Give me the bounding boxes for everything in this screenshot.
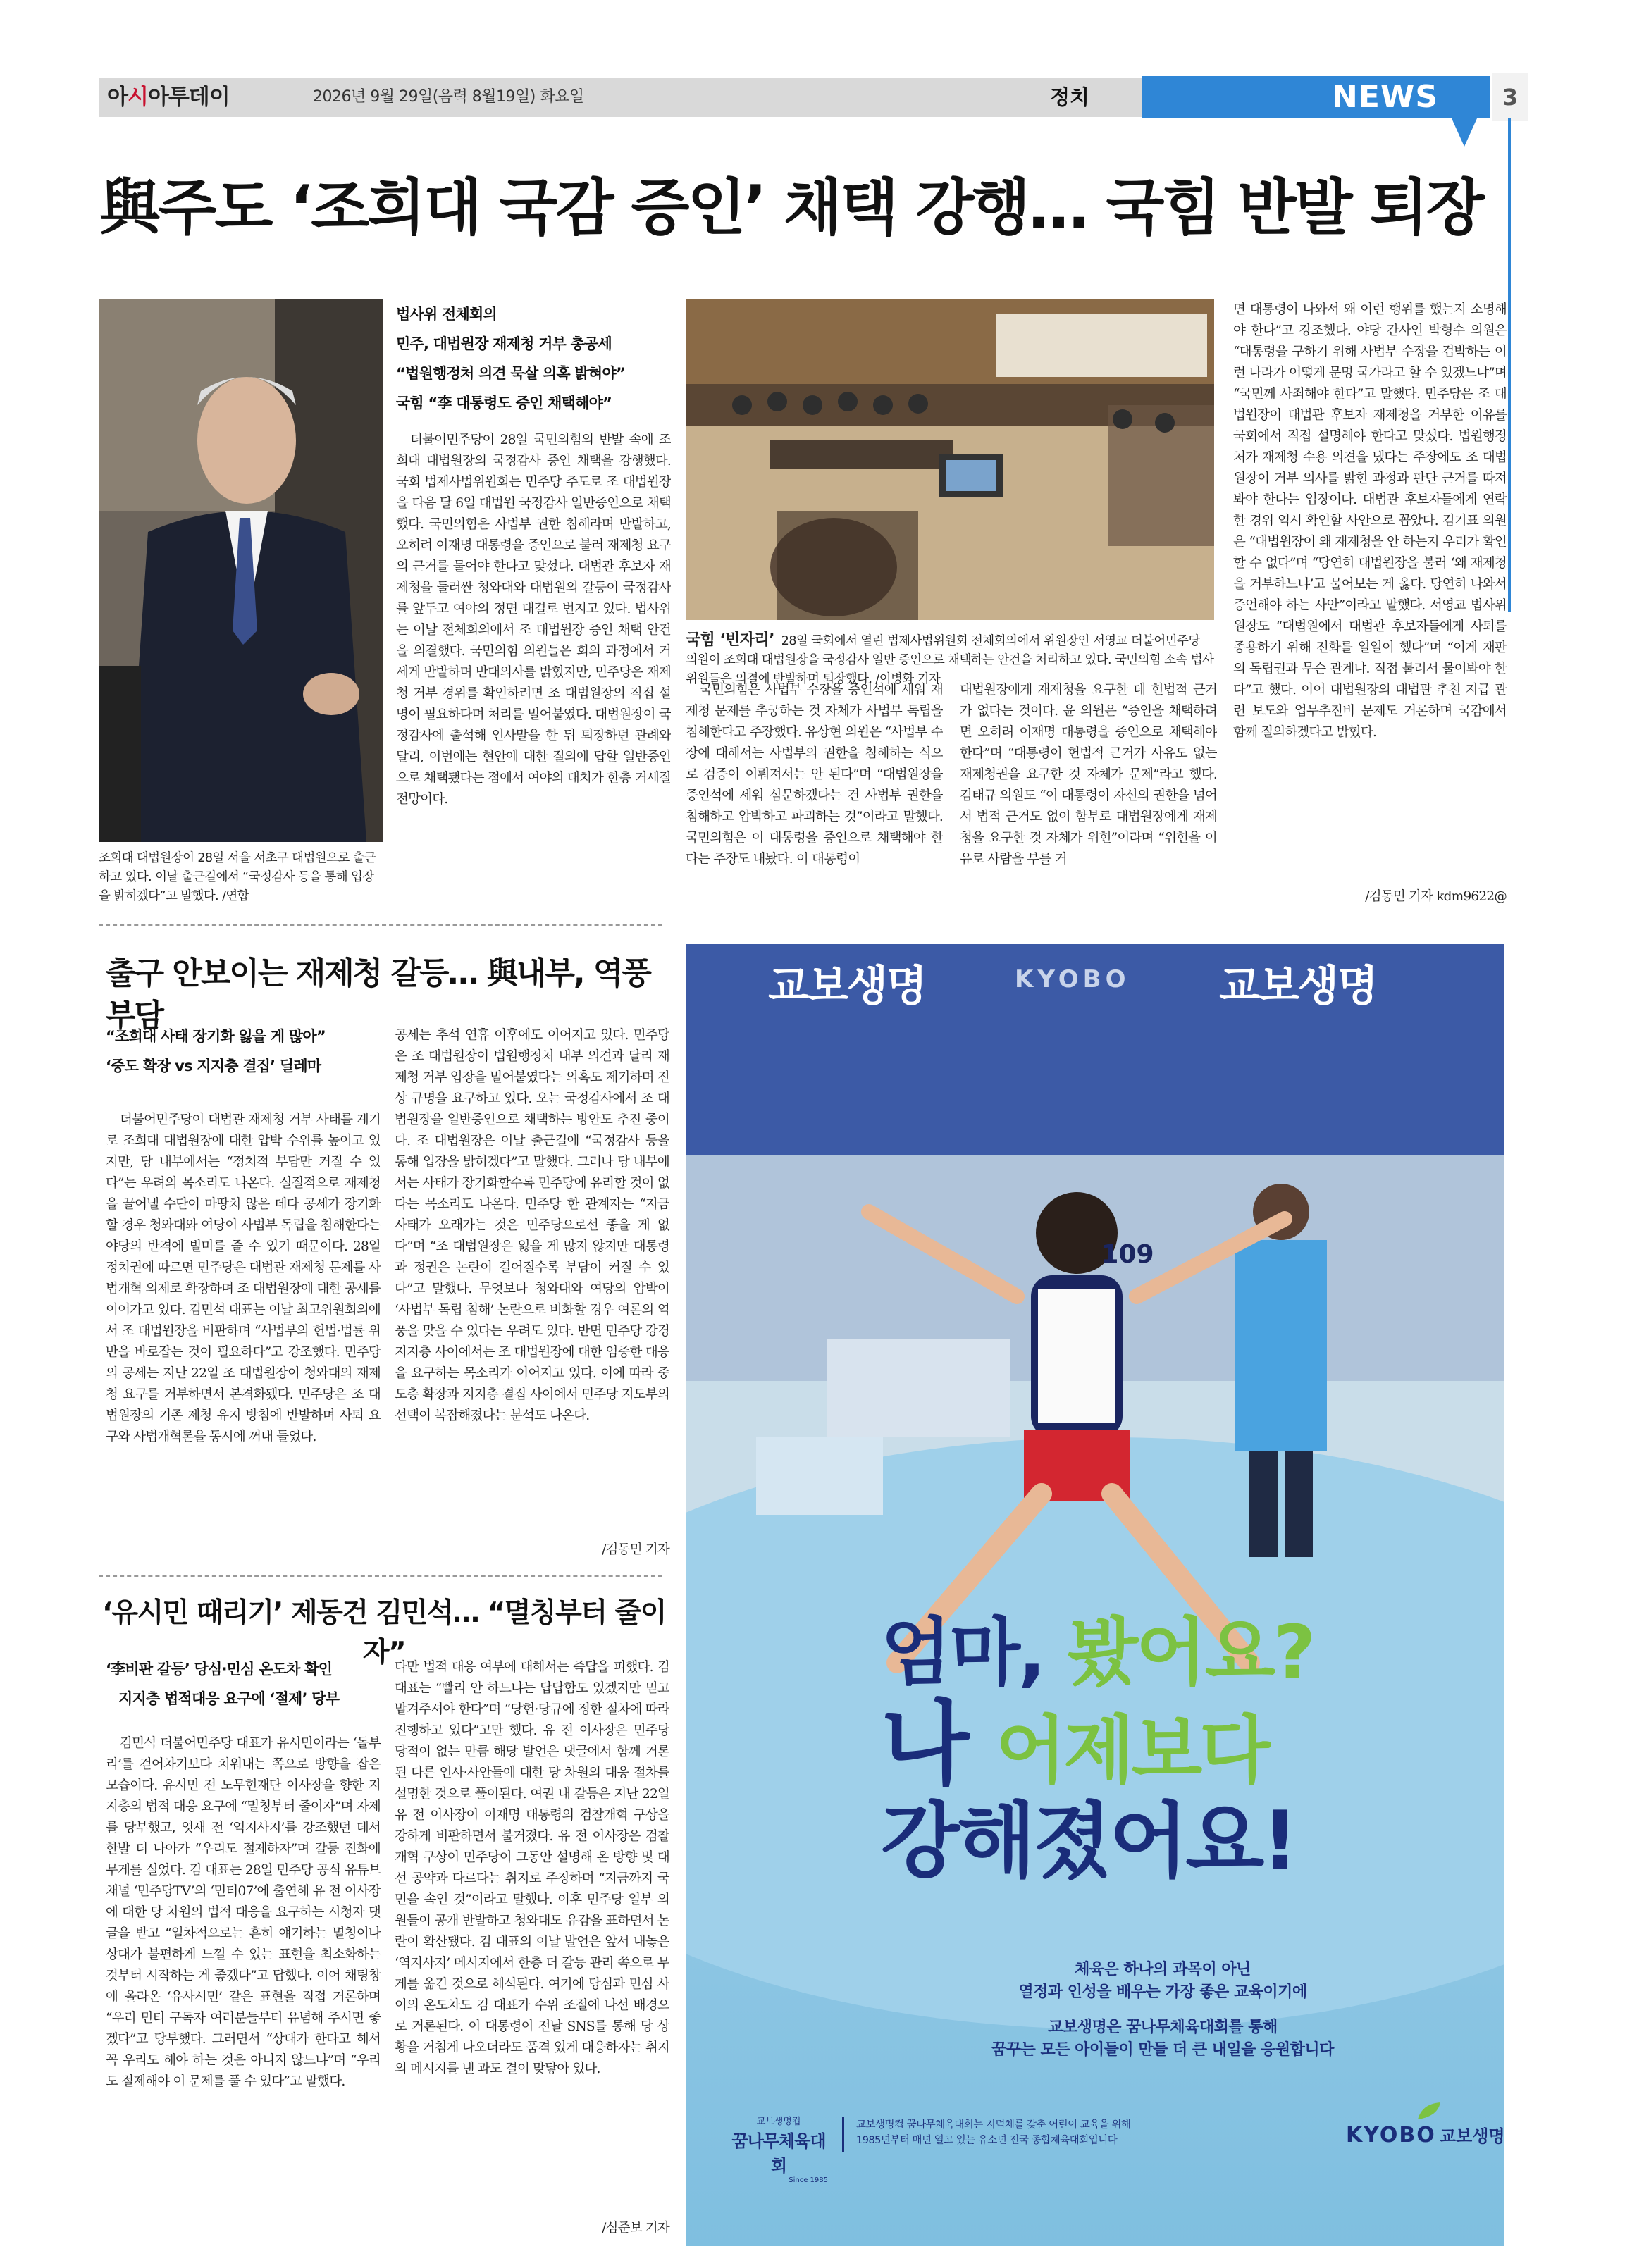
photo-chief-justice (99, 299, 383, 842)
article2-byline: /김동민 기자 (602, 1542, 669, 1557)
ad-brand-logo[interactable]: KYOBO 교보생명 (1346, 2123, 1505, 2148)
subhead: “법원행정처 의견 묵살 의혹 밝혀야” (396, 365, 625, 382)
ad-banner-text: 교보생명 (768, 962, 926, 1011)
subhead: 지지층 법적대응 요구에 ‘절제’ 당부 (118, 1690, 340, 1707)
issue-date: 2026년 9월 29일(음력 8월19일) 화요일 (313, 88, 584, 106)
photo2-credit: /이병화 기자 (875, 672, 941, 686)
article1-column-4: 면 대통령이 나와서 왜 이런 행위를 했는지 소명해야 한다”고 강조했다. 야당 간사인 박형수 의원은 “대통령을 구하기 위해 사법부 수장을 겁박하는 이런 나라가 어떻게 문명 국가라고 할 수 있겠느냐”며 “국민께 사죄해야 한다”고 말했다. 민주당은 조 대법원장이 대법관 후보자 재제청을 거부한 이유를 국회에서 직접 설명해야 한다고 맞섰다. 법원행정처가 재제청 수용 의견을 냈다는 주장에도 조 대법원장이 거부 의사를 밝힌 과정과 판단 근거를 따져봐야 한다는 입장이다. 대법관 후보자들에게 연락한 경위 역시 확인할 사안으로 꼽았다. 김기표 의원은 “대법원장이 왜 재제청을 안 하는지 우리가 확인할 수 없다”며 “당연히 대법원장을 불러 ‘왜 재제청을 거부하느냐’고 물어보는 게 옳다. 당연히 나와서 증언해야 하는 사안”이라고 말했다. 서영교 법사위원장도 “대법원에서 대법관 후보자들에게 사퇴를 종용하기 위해 전화를 일일이 했다”며 “이게 재판의 독립권과 무슨 관계냐. 직접 불러서 물어봐야 한다”고 했다. 이어 대법원장의 대법관 추천 지급 관련 보도와 업무추진비 문제도 거론하며 국감에서 함께 질의하겠다고 밝혔다. (1233, 302, 1507, 740)
subhead: 민주, 대법원장 재제청 거부 총공세 (396, 335, 612, 352)
newspaper-logo[interactable]: 아시아투데이 (107, 85, 230, 110)
article3-column-2: 다만 법적 대응 여부에 대해서는 즉답을 피했다. 김 대표는 “빨리 안 하느냐는 답답함도 있겠지만 믿고 맡겨주셔야 한다”며 “당헌·당규에 정한 절차에 따라 진행하고 있다”고만 했다. 유 전 이사장은 민주당 당적이 없는 만큼 해당 발언은 댓글에서 함께 거론된 다른 인사·사안들에 대한 당 차원의 대응 절차를 설명한 것으로 풀이된다. 여권 내 갈등은 지난 22일 유 전 이사장이 이재명 대통령의 검찰개혁 구상을 강하게 비판하면서 불거졌다. 유 전 이사장은 검찰개혁 구상이 민주당이 그동안 설명해 온 방향 및 대선 공약과 다르다는 취지로 주장하며 “지금까지 국민을 속인 것”이라고 말했다. 이후 민주당 일부 의원들이 공개 반발하고 청와대도 유감을 표하면서 논란이 확산됐다. 김 대표의 이날 발언은 앞서 내놓은 ‘역지사지’ 메시지에서 한층 더 갈등 관리 쪽으로 무게를 옮긴 것으로 해석된다. 여기에 당심과 민심 사이의 온도차도 김 대표가 수위 조절에 나선 배경으로 거론된다. 이 대통령이 전날 SNS를 통해 당 상황을 거침게 나오더라도 품격 있게 대응하자는 취지의 메시지를 낸 과도 결이 맞닿아 있다. (395, 1660, 669, 2076)
article2-subheads (106, 1022, 388, 1081)
photo-committee-room (686, 299, 1214, 620)
subhead: ‘중도 확장 vs 지지층 결집’ 딜레마 (106, 1058, 321, 1074)
article2-column-2: 공세는 추석 연휴 이후에도 이어지고 있다. 민주당은 조 대법원장이 법원행정처 내부 의견과 달리 재제청 거부 입장을 밀어붙였다는 의혹도 제기하며 진상 규명을 요구하고 있다. 오는 국정감사에서 조 대법원장을 일반증인으로 채택하는 방안도 추진 중이다. 조 대법원장은 이날 출근길에 “국정감사 등을 통해 입장을 밝히겠다”고 말했다. 그러나 당 내부에서는 사태가 장기화할수록 민주당에 유리할 것이 없다는 목소리도 나온다. 민주당 한 관계자는 “지금 사태가 오래가는 것은 민주당으로선 좋을 게 없다”며 “조 대법원장은 잃을 게 많지 않지만 대통령과 정권은 논란이 길어질수록 부담이 커질 수 있다”고 말했다. 무엇보다 청와대와 여당의 압박이 ‘사법부 독립 침해’ 논란으로 비화할 경우 여론의 역풍을 맞을 수 있다는 우려도 있다. 반면 민주당 강경 지지층 사이에서는 조 대법원장에 대한 엄중한 대응을 요구하는 목소리가 이어지고 있다. 이에 따라 중도층 확장과 지지층 결집 사이에서 민주당 지도부의 선택이 복잡해졌다는 분석도 나온다. (395, 1028, 669, 1423)
banner-notch (1452, 118, 1477, 147)
bib-number: 109 (1101, 1240, 1154, 1269)
article2-headline[interactable]: 출구 안보이는 재제청 갈등… 與내부, 역풍 부담 (106, 955, 650, 1034)
article1-column-2: 국민의힘은 사법부 수장을 증인석에 세워 재제청 문제를 추궁하는 것 자체가 사법부 독립을 침해한다고 주장했다. 유상현 의원은 “사법부 수장에 대해서는 사법부의 권한을 침해하는 식으로 검증이 이뤄져서는 안 된다”며 “대법원장을 증인석에 세워 심문하겠다는 건 사법부 권한을 침해하고 압박하고 파괴하는 것”이라고 말했다. 국민의힘은 이 대통령을 증인으로 채택해야 한다는 주장도 내놨다. 이 대통령이 (686, 683, 943, 867)
main-headline[interactable]: 與주도 ‘조희대 국감 증인’ 채택 강행… 국힘 반발 퇴장 (99, 173, 1483, 243)
ad-footer-divider (842, 2117, 844, 2152)
ad-banner-text: 교보생명 (1219, 962, 1377, 1011)
article3-column-1: 김민석 더불어민주당 대표가 유시민이라는 ‘돌부리’를 걷어차기보다 치워내는 쪽으로 방향을 잡은 모습이다. 유시민 전 노무현재단 이사장을 향한 지지층의 법적 대응 요구에 “멸칭부터 줄이자”며 자제를 당부했고, 엿새 전 ‘역지사지’를 강조했던 데서 한발 더 나아가 “우리도 절제하자”며 갈등 진화에 무게를 실었다. 김 대표는 28일 민주당 공식 유튜브 채널 ‘민주당TV’의 ‘민티07’에 출연해 유 전 이사장에 대한 당 차원의 법적 대응을 요구하는 시청자 댓글을 받고 “일차적으로는 흔히 얘기하는 멸칭이나 상대가 불편하게 느낄 수 있는 표현을 최소화하는 것부터 시작하는 게 좋겠다”고 답했다. 이어 채팅창에 올라온 ‘유사시민’ 같은 표현을 직접 거론하며 “우리 민티 구독자 여러분들부터 유념해 주시면 좋겠다”고 당부했다. 그러면서 “상대가 한다고 해서 꼭 우리도 해야 하는 것은 아니지 않느냐”며 “우리도 절제해야 이 문제를 풀 수 있다”고 말했다. (106, 1736, 381, 2089)
subhead: ‘李비판 갈등’ 당심·민심 온도차 확인 (106, 1661, 333, 1678)
article2-column-1: 더불어민주당이 대법관 재제청 거부 사태를 계기로 조희대 대법원장에 대한 압박 수위를 높이고 있지만, 당 내부에서는 “정치적 부담만 커질 수 있다”는 우려의 목소리도 나온다. 실질적으로 재제청을 끌어낼 수단이 마땅치 않은 데다 공세가 장기화할 경우 청와대와 여당이 사법부 독립을 침해한다는 야당의 반격에 빌미를 줄 수 있기 때문이다. 28일 정치권에 따르면 민주당은 대법관 재제청 문제를 사법개혁 의제로 확장하며 조 대법원장에 대한 공세를 이어가고 있다. 김민석 대표는 이날 최고위원회의에서 조 대법원장을 비판하며 “사법부의 헌법·법률 위반을 바로잡는 것이 필요하다”고 강조했다. 민주당의 공세는 지난 22일 조 대법원장이 청와대의 재제청 요구를 거부하면서 본격화됐다. 민주당은 조 대법원장의 기존 제청 유지 방침에 반발하며 사퇴 요구와 사법개혁론을 동시에 꺼내 들었다. (106, 1113, 381, 1444)
photo2-label: 국힘 ‘빈자리’ (686, 631, 774, 649)
section-rule (1508, 118, 1511, 612)
article1-subheads (396, 299, 671, 418)
page-number: 3 (1492, 73, 1528, 121)
photo2-caption: 28일 국회에서 열린 법제사법위원회 전체회의에서 위원장인 서영교 더불어민주당 의원이 조희대 대법원장을 국정감사 일반 증인으로 채택하는 안건을 처리하고 있다. 국민의힘 소속 법사위원들은 의결에 반발하며 퇴장했다. (686, 634, 1214, 686)
ad-copy: 체육은 하나의 과목이 아닌 열정과 인성을 배우는 가장 좋은 교육이기에 교보생명은 꿈나무체육대회를 통해 꿈꾸는 모든 아이들이 만들 더 큰 내일을 응원합니다 (991, 1961, 1334, 2059)
divider (99, 1575, 662, 1577)
article3-subheads (106, 1654, 388, 1714)
section-name: 정치 (1050, 85, 1090, 109)
article1-column-1: 더불어민주당이 28일 국민의힘의 반발 속에 조희대 대법원장의 국정감사 증인 채택을 강행했다. 국회 법제사법위원회는 민주당 주도로 조 대법원장을 다음 달 6일 대법원 국정감사 일반증인으로 채택했다. 국민의힘은 사법부 권한 침해라며 반발하고, 오히려 이재명 대통령을 증인으로 불러 재제청 요구의 근거를 물어야 한다고 맞섰다. 대법관 후보자 재제청을 둘러싼 청와대와 대법원의 갈등이 국정감사를 앞두고 여야의 정면 대결로 번지고 있다. 법사위는 이날 전체회의에서 조 대법원장 증인 채택 안건을 의결했다. 국민의힘 의원들은 회의 과정에서 거세게 반발하며 반대의사를 밝혔지만, 민주당은 재제청 거부 경위를 확인하려면 조 대법원장의 직접 설명이 필요하다며 처리를 밀어붙였다. 대법원장이 국정감사에 출석해 인사말을 한 뒤 퇴장하던 관례와 달리, 이번에는 현안에 대한 질의에 답할 일반증인으로 채택됐다는 점에서 여야의 대치가 한층 거세질 전망이다. (396, 433, 671, 807)
article1-column-3: 대법원장에게 재제청을 요구한 데 헌법적 근거가 없다는 것이다. 윤 의원은 “증인을 채택하려면 오히려 이재명 대통령을 증인으로 채택해야 한다”며 “대통령이 헌법적 근거가 사유도 없는 재제청권을 요구한 것 자체가 문제”라고 했다. 김태규 의원도 “이 대통령이 자신의 권한을 넘어서 법적 근거도 없이 함부로 대법원장에게 재제청을 요구한 것 자체가 위헌”이라며 “위헌을 이유로 사람을 부를 거 (960, 683, 1217, 867)
subhead: “조희대 사태 장기화 잃을 게 많아” (106, 1028, 326, 1045)
ad-headline: 엄마, 봤어요? 나 어제보다 강해졌어요! (881, 1609, 1314, 1889)
subhead: 국힘 “李 대통령도 증인 채택해야” (396, 395, 612, 411)
leaf-logo-icon (1416, 2100, 1445, 2121)
divider (99, 924, 662, 926)
kicker: 법사위 전체회의 (396, 306, 497, 323)
ad-event-logo: 교보생명컵 꿈나무체육대회 Since 1985 (731, 2117, 828, 2184)
article3-headline[interactable]: ‘유시민 때리기’ 제동건 김민석… “멸칭부터 줄이자” (102, 1597, 666, 1668)
article3-byline: /심준보 기자 (602, 2221, 669, 2236)
article1-byline: /김동민 기자 kdm9622@ (1365, 889, 1507, 904)
photo-caption: 조희대 대법원장이 28일 서울 서초구 대법원으로 출근하고 있다. 이날 출근길에서 “국정감사 등을 통해 입장을 밝히겠다”고 말했다. /연합 (99, 851, 376, 903)
ad-banner-brand: KYOBO (1015, 965, 1130, 993)
news-label: NEWS (1332, 79, 1439, 115)
ad-footer-text: 교보생명컵 꿈나무체육대회는 지덕체를 갖춘 어린이 교육을 위해 1985년부터 매년 열고 있는 유소년 전국 종합체육대회입니다 (856, 2119, 1131, 2146)
